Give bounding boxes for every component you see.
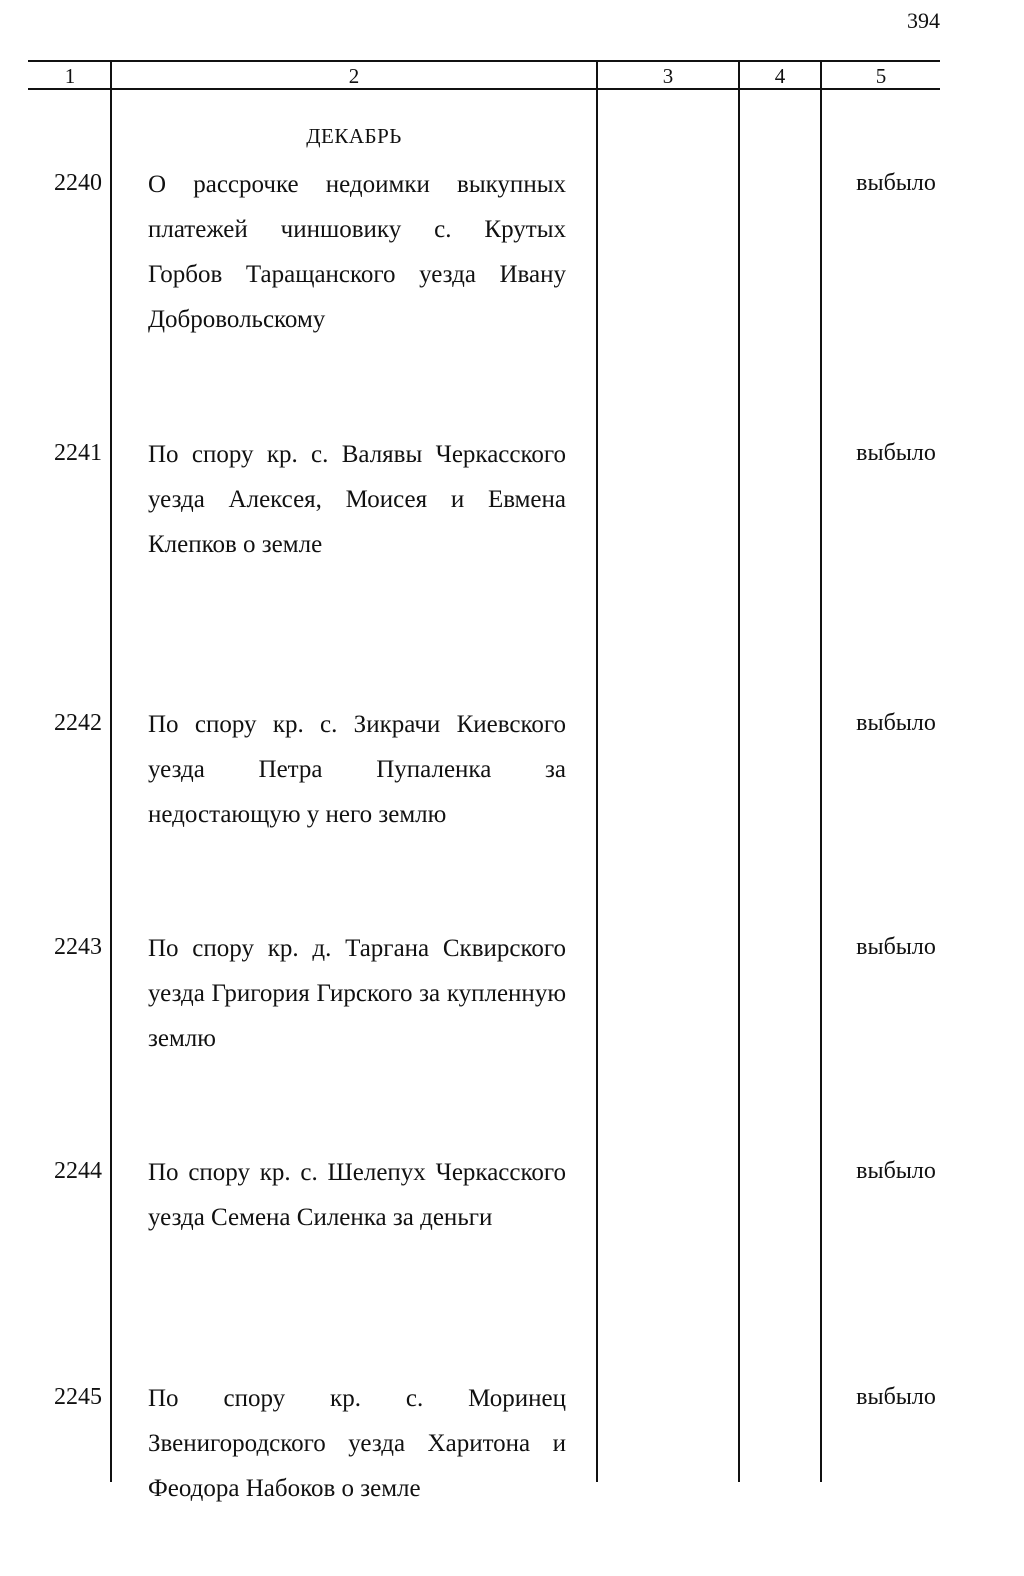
- column-header-3: 3: [662, 64, 674, 88]
- column-divider-1-2: [110, 60, 112, 1482]
- table-top-rule: [28, 60, 940, 62]
- entry-number: 2240: [54, 170, 102, 196]
- entry-number: 2245: [54, 1384, 102, 1410]
- entry-description: По спору кр. с. Зикрачи Киевского уезда Петра Пупаленка за недостающую у него землю: [148, 711, 566, 828]
- column-divider-3-4: [738, 60, 740, 1482]
- column-divider-4-5: [820, 60, 822, 1482]
- entry-status: выбыло: [856, 440, 936, 466]
- entry-number: 2241: [54, 440, 102, 466]
- entry-status: выбыло: [856, 170, 936, 196]
- entry-description: По спору кр. с. Моринец Звенигородского уезда Харитона и Феодора Набоков о земле: [148, 1385, 566, 1502]
- column-header-1: 1: [64, 64, 76, 88]
- entry-number: 2243: [54, 934, 102, 960]
- page-number: 394: [907, 8, 940, 33]
- entry-description: По спору кр. с. Валявы Черкасского уезда Алексея, Моисея и Евмена Клепков о земле: [148, 441, 566, 558]
- entry-description: О рассрочке недоимки выкупных платежей чиншовику с. Крутых Горбов Таращанского уезда Ивану Добровольскому: [148, 171, 566, 333]
- column-header-4: 4: [774, 64, 786, 88]
- entry-status: выбыло: [856, 934, 936, 960]
- entry-status: выбыло: [856, 1158, 936, 1184]
- column-header-2: 2: [348, 64, 360, 88]
- entry-description: По спору кр. с. Шелепух Черкасского уезда Семена Силенка за деньги: [148, 1159, 566, 1231]
- month-heading: ДЕКАБРЬ: [306, 124, 402, 148]
- entry-description: По спору кр. д. Таргана Сквирского уезда Григория Гирского за купленную землю: [148, 935, 566, 1052]
- column-header-5: 5: [875, 64, 887, 88]
- entry-number: 2242: [54, 710, 102, 736]
- entry-number: 2244: [54, 1158, 102, 1184]
- entry-status: выбыло: [856, 1384, 936, 1410]
- entry-status: выбыло: [856, 710, 936, 736]
- column-divider-2-3: [596, 60, 598, 1482]
